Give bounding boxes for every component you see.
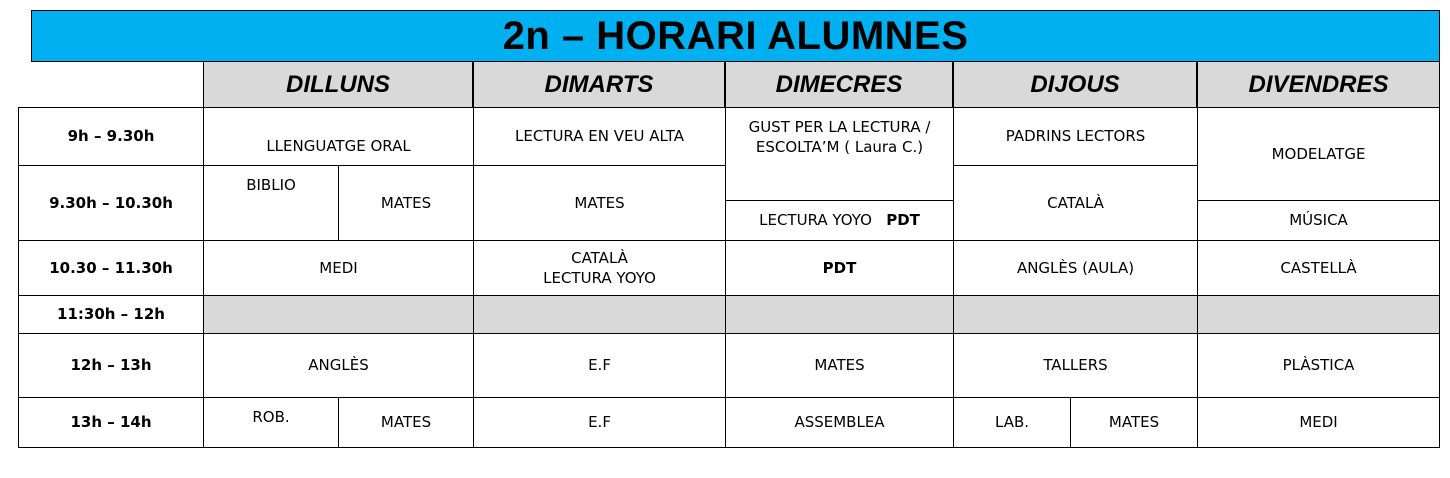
day-label: DILLUNS bbox=[286, 70, 390, 98]
cell-dilluns-2b: MATES bbox=[339, 166, 474, 241]
cell-dilluns-6a: ROB. bbox=[204, 398, 339, 448]
cell-divendres-1: MODELATGE bbox=[1198, 108, 1440, 201]
break-cell bbox=[726, 296, 954, 334]
cell-dilluns-3: MEDI bbox=[204, 241, 474, 296]
cell-dilluns-5: ANGLÈS bbox=[204, 334, 474, 398]
cell-dimarts-5: E.F bbox=[474, 334, 726, 398]
cell-dimarts-2: MATES bbox=[474, 166, 726, 241]
cell-text: LECTURA YOYO bbox=[759, 211, 872, 230]
time-slot: 9h – 9.30h bbox=[19, 108, 204, 166]
cell-dimarts-6: E.F bbox=[474, 398, 726, 448]
day-header-dijous bbox=[953, 62, 1197, 107]
cell-dilluns-1: LLENGUATGE ORAL bbox=[204, 108, 474, 166]
day-header-dilluns bbox=[203, 62, 473, 107]
break-cell bbox=[474, 296, 726, 334]
cell-dijous-3: ANGLÈS (AULA) bbox=[954, 241, 1198, 296]
cell-line: LECTURA YOYO bbox=[543, 269, 656, 287]
day-label: DIVENDRES bbox=[1248, 70, 1389, 98]
break-cell bbox=[1198, 296, 1440, 334]
cell-dijous-6a: LAB. bbox=[954, 398, 1071, 448]
time-slot: 11:30h – 12h bbox=[19, 296, 204, 334]
day-label: DIMECRES bbox=[775, 70, 903, 98]
break-cell bbox=[954, 296, 1198, 334]
cell-dimecres-3: PDT bbox=[726, 241, 954, 296]
cell-dimarts-1: LECTURA EN VEU ALTA bbox=[474, 108, 726, 166]
time-slot: 12h – 13h bbox=[19, 334, 204, 398]
cell-divendres-6: MEDI bbox=[1198, 398, 1440, 448]
cell-dilluns-2a: BIBLIO bbox=[204, 166, 339, 241]
day-header-dimecres bbox=[725, 62, 953, 107]
cell-divendres-2: MÚSICA bbox=[1198, 201, 1440, 241]
day-header-divendres bbox=[1197, 62, 1440, 107]
cell-dimecres-5: MATES bbox=[726, 334, 954, 398]
cell-dimecres-6: ASSEMBLEA bbox=[726, 398, 954, 448]
day-header-dimarts bbox=[473, 62, 725, 107]
time-slot: 9.30h – 10.30h bbox=[19, 166, 204, 241]
cell-dimarts-3 bbox=[474, 241, 726, 296]
schedule-table bbox=[18, 107, 1440, 448]
cell-divendres-5: PLÀSTICA bbox=[1198, 334, 1440, 398]
cell-divendres-3: CASTELLÀ bbox=[1198, 241, 1440, 296]
schedule-title: 2n – HORARI ALUMNES bbox=[502, 13, 969, 58]
time-slot: 10.30 – 11.30h bbox=[19, 241, 204, 296]
day-label: DIMARTS bbox=[544, 70, 654, 98]
cell-line: CATALÀ bbox=[571, 248, 628, 267]
time-slot: 13h – 14h bbox=[19, 398, 204, 448]
cell-dijous-2: CATALÀ bbox=[954, 166, 1198, 241]
break-cell bbox=[204, 296, 474, 334]
day-label: DIJOUS bbox=[1030, 70, 1120, 98]
cell-dijous-6b: MATES bbox=[1071, 398, 1198, 448]
schedule-title-bar bbox=[31, 10, 1440, 62]
cell-dijous-5: TALLERS bbox=[954, 334, 1198, 398]
cell-dilluns-6b: MATES bbox=[339, 398, 474, 448]
cell-bold-text: PDT bbox=[886, 211, 920, 230]
cell-dimecres-1: GUST PER LA LECTURA / ESCOLTA’M ( Laura C.) bbox=[726, 108, 954, 201]
cell-dimecres-2 bbox=[726, 201, 954, 241]
cell-dijous-1: PADRINS LECTORS bbox=[954, 108, 1198, 166]
